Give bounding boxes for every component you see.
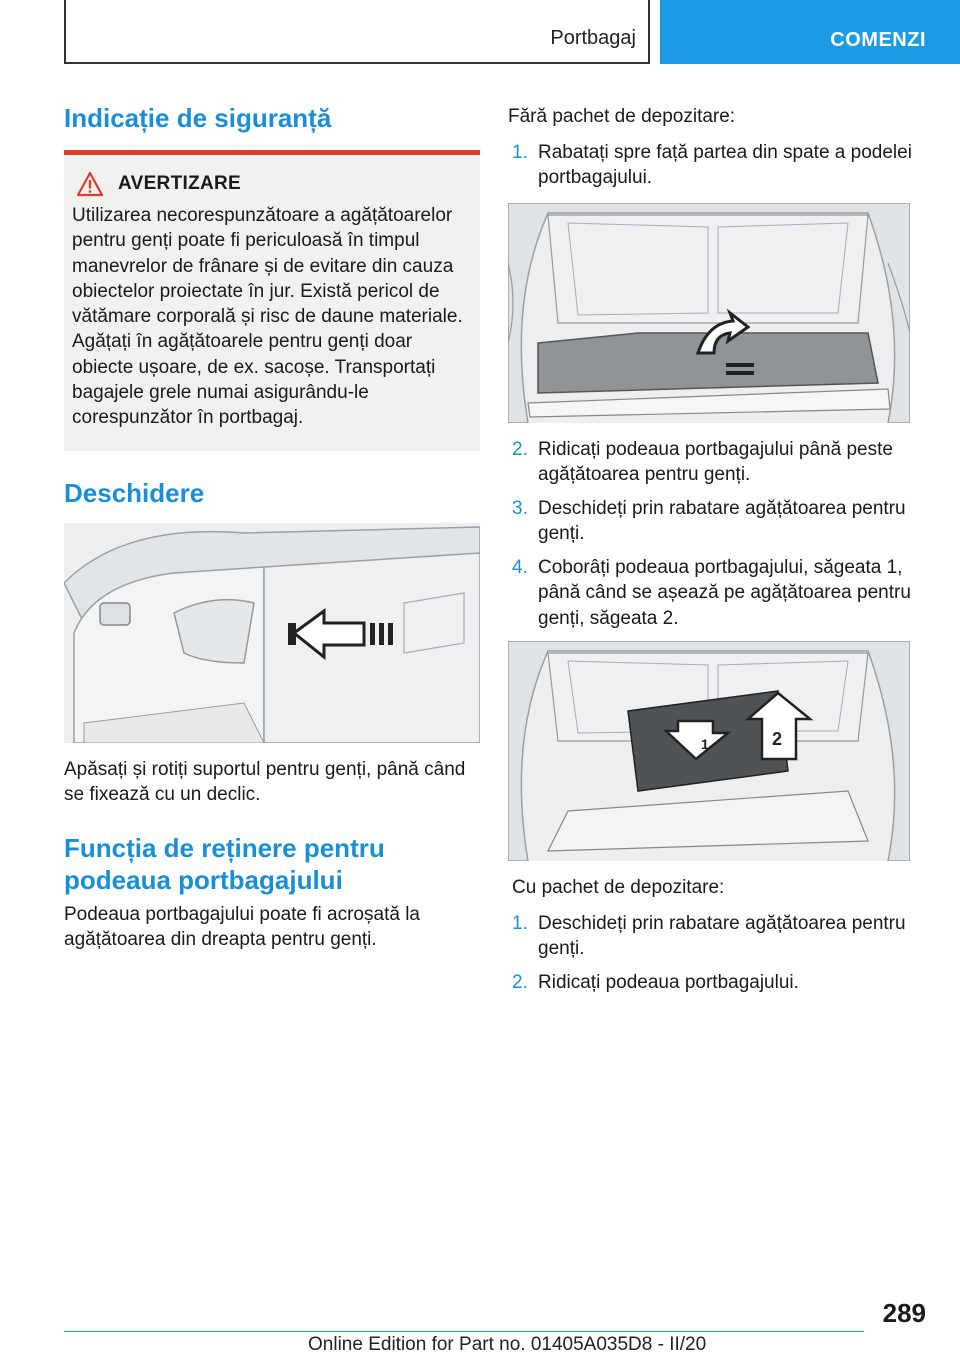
header-section-label: Portbagaj <box>550 27 636 49</box>
step-number: 3. <box>512 497 528 519</box>
list-item <box>508 555 918 632</box>
warning-label: AVERTIZARE <box>118 173 241 194</box>
step-text: Ridicați podeaua portbagajului până peste agățătoarea pentru genți. <box>538 438 893 485</box>
step-text: Ridicați podeaua portbagajului. <box>538 971 799 993</box>
step-number: 2. <box>512 438 528 460</box>
step-text: Rabatați spre față partea din spate a podelei portbagajului. <box>538 141 912 188</box>
with-storage-intro: Cu pachet de depozitare: <box>512 877 725 898</box>
step-text: Coborâți podeaua portbagajului, săgeata 1, până când se așează pe agățătoarea pentru genți, săgeata 2. <box>538 556 911 629</box>
step-number: 1. <box>512 912 528 934</box>
opening-text: Apăsați și rotiți suportul pentru genți, până când se fixează cu un declic. <box>64 758 466 806</box>
step-number: 1. <box>512 141 528 163</box>
warning-box <box>64 155 480 451</box>
fig-label-1: 1 <box>701 736 709 752</box>
step-number: 2. <box>512 971 528 993</box>
trunk-floor-lower-illustration <box>508 641 910 861</box>
with-storage-steps <box>508 911 918 996</box>
right-column <box>508 104 918 1003</box>
bag-hook-illustration <box>64 523 480 743</box>
step-text: Deschideți prin rabatare agățătoarea pentru genți. <box>538 497 906 544</box>
without-storage-steps <box>508 437 918 632</box>
without-storage-intro: Fără pachet de depozitare: <box>508 106 736 127</box>
warning-triangle-icon <box>76 171 104 197</box>
fig-label-2: 2 <box>772 729 783 749</box>
page-number: 289 <box>882 1298 926 1328</box>
list-item <box>508 140 918 191</box>
left-column <box>64 100 480 953</box>
list-item <box>508 496 918 547</box>
safety-heading: Indicație de siguranță <box>64 103 332 133</box>
list-item <box>508 911 918 962</box>
header-chapter-tab <box>660 0 960 64</box>
header-chapter-label: COMENZI <box>830 29 926 51</box>
footer-rule <box>64 1331 864 1332</box>
opening-heading: Deschidere <box>64 477 205 508</box>
list-item <box>508 437 918 488</box>
step-number: 4. <box>512 556 528 578</box>
step-text: Deschideți prin rabatare agățătoarea pentru genți. <box>538 912 906 959</box>
list-item <box>508 970 918 996</box>
trunk-floor-fold-illustration <box>508 203 910 423</box>
footer-edition: Online Edition for Part no. 01405A035D8 - II/20 <box>308 1334 707 1355</box>
floor-heading: Funcția de reținere pentru podeaua portbagajului <box>64 832 385 895</box>
header-section-tab <box>64 0 650 64</box>
without-storage-step-1 <box>508 140 918 191</box>
warning-text: Utilizarea necorespunzătoare a agățătoarelor pentru genți poate fi periculoasă în timpul manevrelor de frânare și de evitare din cauza obiectelor proiectate în jur. Există pericol de vătămare corporală și risc de daune materiale. Agățați în agățătoarele pentru genți doar obiecte ușoare, de ex. sacoșe. Transportați bagajele grele numai asigurându-le corespunzător în portbagaj. <box>72 205 463 429</box>
floor-text: Podeaua portbagajului poate fi acroșată la agățătoarea din dreapta pentru genți. <box>64 903 420 951</box>
